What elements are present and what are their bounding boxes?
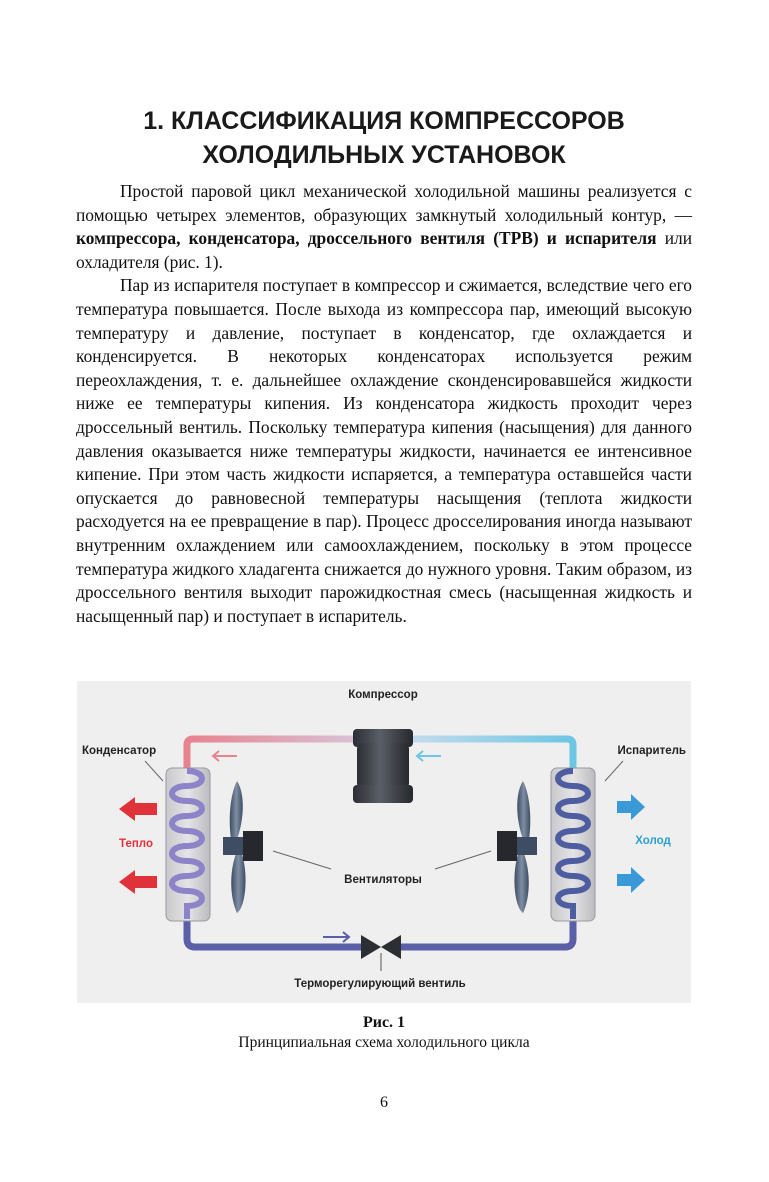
paragraph-1-end: или охладителя (рис. 1). [76,228,693,272]
figure-caption-number: Рис. 1 [362,1014,406,1031]
refrigeration-cycle-diagram [77,681,691,1003]
expansion-valve [361,935,401,971]
chapter-title-line-1: 1. КЛАССИФИКАЦИЯ КОМПРЕССОРОВ [143,107,625,135]
evaporator-fan [497,781,537,913]
condenser-fan [223,781,263,913]
paragraph-1-bold-terms: компрессора, конденсатора, дроссельного вентиля (ТРВ) и испарителя [76,228,657,249]
liquid-pipe-bottom-left [187,919,361,947]
evaporator-label: Испаритель [617,745,686,757]
body-text [76,180,692,628]
figure-caption-text: Принципиальная схема холодильного цикла [238,1034,530,1051]
liquid-pipe-bottom-right [401,919,573,947]
chapter-title-line-2: ХОЛОДИЛЬНЫХ УСТАНОВОК [202,141,566,169]
cold-pipe-top [407,739,573,769]
cold-label: Холод [635,835,671,847]
valve-label: Терморегулирующий вентиль [294,978,466,990]
paragraph-1-start: Простой паровой цикл механической холодильной машины реализуется с помощью четырех элементов, образующих замкнутый холодильный контур, — [76,181,692,225]
condenser-leader [145,761,163,781]
diagram-svg [77,681,691,1003]
flow-arrow-liquid [323,932,349,942]
cold-arrow-upper [617,794,645,820]
heat-label: Тепло [119,838,153,850]
paragraph-2: Пар из испарителя поступает в компрессор и сжимается, вследствие чего его температура повышается. После выхода из компрессора пар, имеющий высокую температуру и давление, поступает в конденсатор, где охлаждается и конденсируется. В некоторых конденсаторах используется режим переохлаждения, т. е. дальнейшее охлаждение сконденсировавшейся жидкости ниже ее температуры кипения. Из конденсатора жидкость проходит через дроссельный вентиль. Поскольку температура кипения (насыщения) для данного давления оказывается ниже температуры жидкости, начинается ее интенсивное кипение. При этом часть жидкости испаряется, а температура оставшейся части опускается до равновесной температуры насыщения (теплота жидкости расходуется на ее превращение в пар). Процесс дросселирования иногда называют внутренним охлаждением или самоохлаждением, поскольку в этом процессе температура жидкого хладагента снижается до нужного уровня. Таким образом, из дроссельного вентиля выходит парожидкостная смесь (насыщенная жидкость и насыщенный пар) и поступает в испаритель. [76,275,692,626]
evaporator-leader [605,761,623,781]
fans-label: Вентиляторы [344,874,422,886]
page-number: 6 [380,1094,388,1111]
compressor-label: Компрессор [348,689,418,701]
cold-arrow-lower [617,867,645,893]
compressor [353,729,413,803]
flow-arrow-hot [213,751,237,761]
heat-arrow-lower [119,870,157,894]
chapter-title [76,104,692,172]
evaporator [551,768,595,921]
flow-arrow-cold [417,751,441,761]
heat-arrow-upper [119,797,157,821]
fan-leader-left [273,851,331,869]
condenser [166,768,210,921]
condenser-label: Конденсатор [82,745,157,757]
hot-pipe-top [187,739,359,769]
paragraph-1 [76,180,692,274]
fan-leader-right [435,851,491,869]
